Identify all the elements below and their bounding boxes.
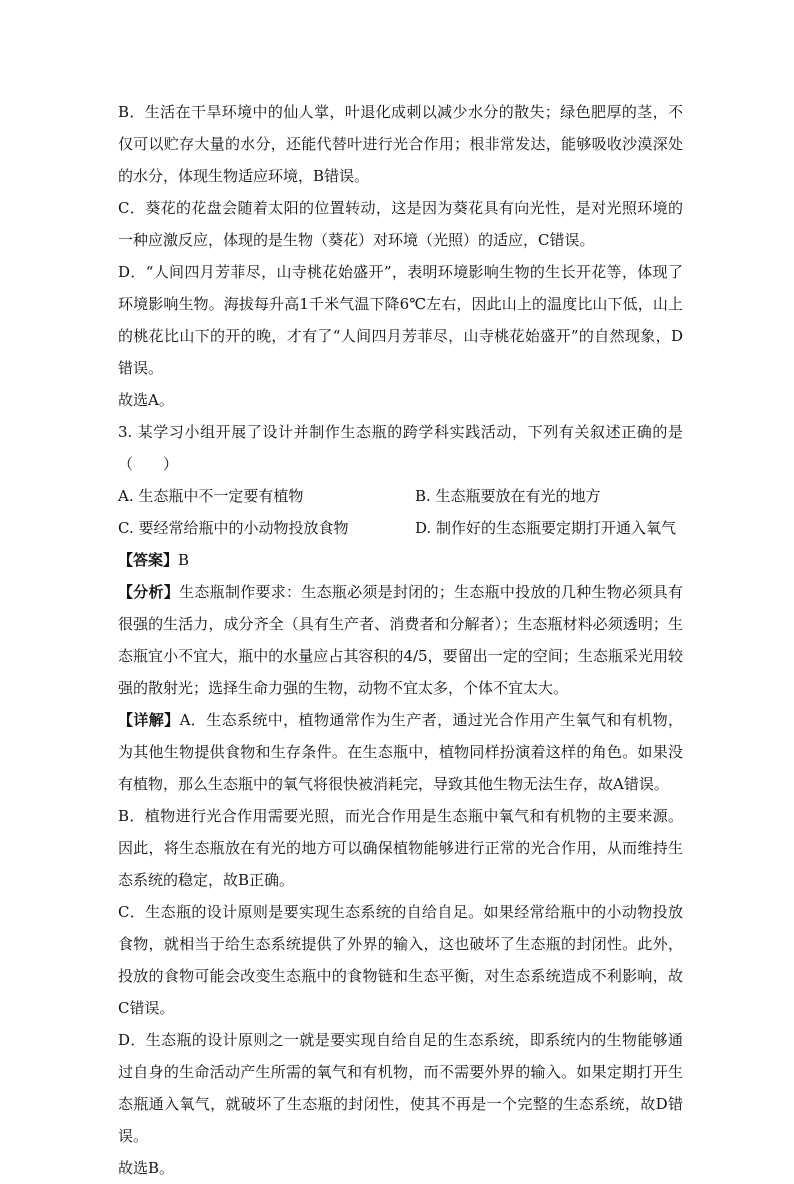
detail-c: C．生态瓶的设计原则是要实现生态系统的自给自足。如果经常给瓶中的小动物投放食物，就相当于给生态系统提供了外界的输入，这也破坏了生态瓶的封闭性。此外，投放的食物可能会改变生态瓶中的食物链和生态平衡，对生态系统造成不利影响，故C错误。 [118,903,683,1017]
question-stem: 3. 某学习小组开展了设计并制作生态瓶的跨学科实践活动，下列有关叙述正确的是（ ） [118,423,683,473]
answer-line [118,544,683,576]
detail-a [118,704,683,800]
option-d: D. 制作好的生态瓶要定期打开通入氧气 [415,519,677,537]
conclusion: 故选B。 [118,1159,175,1177]
analysis-paragraph [118,576,683,704]
detail-tag: 【详解】 [118,711,180,729]
analysis-text: 生态瓶制作要求：生态瓶必须是封闭的；生态瓶中投放的几种生物必须具有很强的生活力，成分齐全（具有生产者、消费者和分解者）；生态瓶材料必须透明；生态瓶宜小不宜大，瓶中的水量应占其容积的4/5，要留出一定的空间；生态瓶采光用较强的散射光；选择生命力强的生物，动物不宜太多，个体不宜太大。 [118,583,683,697]
detail-d: D．生态瓶的设计原则之一就是要实现自给自足的生态系统，即系统内的生物能够通过自身的生命活动产生所需的氧气和有机物，而不需要外界的输入。如果定期打开生态瓶通入氧气，就破坏了生态瓶的封闭性，使其不再是一个完整的生态系统，故D错误。 [118,1031,683,1145]
detail-b: B．植物进行光合作用需要光照，而光合作用是生态瓶中氧气和有机物的主要来源。因此，将生态瓶放在有光的地方可以确保植物能够进行正常的光合作用，从而维持生态系统的稳定，故B正确。 [118,807,683,889]
conclusion-prev: 故选A。 [118,391,174,409]
explanation-b: B．生活在干旱环境中的仙人掌，叶退化成刺以减少水分的散失；绿色肥厚的茎，不仅可以贮存大量的水分，还能代替叶进行光合作用；根非常发达，能够吸收沙漠深处的水分，体现生物适应环境，B错误。 [118,103,683,185]
option-c: C. 要经常给瓶中的小动物投放食物 [118,519,349,537]
option-b: B. 生态瓶要放在有光的地方 [415,487,601,505]
answer-value: B [178,551,190,569]
explanation-c: C．葵花的花盘会随着太阳的位置转动，这是因为葵花具有向光性，是对光照环境的一种应激反应，体现的是生物（葵花）对环境（光照）的适应，C错误。 [118,199,683,249]
explanation-d: D．“人间四月芳菲尽，山寺桃花始盛开”，表明环境影响生物的生长开花等，体现了环境影响生物。海拔每升高1千米气温下降6℃左右，因此山上的温度比山下低，山上的桃花比山下的开的晚，才有了“人间四月芳菲尽，山寺桃花始盛开”的自然现象，D错误。 [118,263,683,377]
question-options [118,480,683,544]
document-page [118,96,683,1184]
answer-tag: 【答案】 [118,551,179,569]
analysis-tag: 【分析】 [118,583,180,601]
detail-a-text: A．生态系统中，植物通常作为生产者，通过光合作用产生氧气和有机物，为其他生物提供食物和生存条件。在生态瓶中，植物同样扮演着这样的角色。如果没有植物，那么生态瓶中的氧气将很快被消耗完，导致其他生物无法生存，故A错误。 [118,711,683,793]
option-a: A. 生态瓶中不一定要有植物 [118,487,304,505]
